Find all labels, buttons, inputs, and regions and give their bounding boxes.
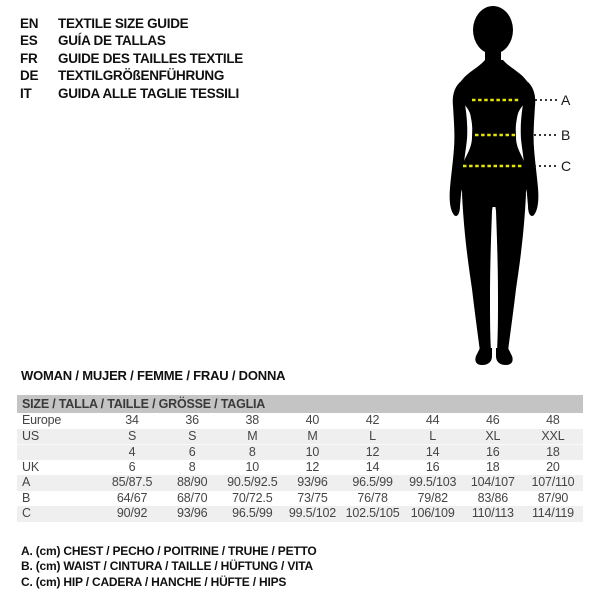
table-row <box>17 413 583 429</box>
size-cell: XL <box>485 428 501 443</box>
legend-line: B. (cm) WAIST / CINTURA / TAILLE / HÜFTUNG / VITA <box>21 559 313 574</box>
size-cell: 93/96 <box>177 506 208 520</box>
language-code: FR <box>20 50 38 66</box>
size-cell: 90.5/92.5 <box>227 475 278 489</box>
size-cell: 48 <box>546 413 560 427</box>
size-cell: 44 <box>425 413 440 427</box>
measure-label-chest: A <box>561 92 571 108</box>
size-cell: 79/82 <box>417 490 448 505</box>
size-cell: 12 <box>365 445 380 459</box>
size-cell: 88/90 <box>177 475 208 489</box>
table-row <box>17 506 583 522</box>
table-row <box>17 444 583 460</box>
language-title: GUIDE DES TAILLES TEXTILE <box>58 50 244 66</box>
size-cell: 76/78 <box>357 490 388 505</box>
language-title: GUIDA ALLE TAGLIE TESSILI <box>58 85 239 101</box>
size-cell: 102.5/105 <box>345 506 400 520</box>
size-table <box>17 395 583 522</box>
language-title: TEXTILE SIZE GUIDE <box>58 16 189 31</box>
size-cell: 87/90 <box>537 490 569 505</box>
size-cell: 93/96 <box>297 475 328 489</box>
size-cell: 99.5/102 <box>288 506 336 520</box>
size-table-rows <box>17 413 583 522</box>
size-cell: 110/113 <box>471 506 514 520</box>
size-cell: L <box>369 428 376 443</box>
size-cell: 36 <box>185 413 199 427</box>
size-cell: 96.5/99 <box>352 475 393 489</box>
language-line <box>20 85 243 102</box>
woman-silhouette <box>430 4 600 368</box>
size-cell: 8 <box>188 459 196 474</box>
size-cell: 38 <box>245 413 260 427</box>
size-cell: M <box>307 428 318 443</box>
table-row <box>17 491 583 507</box>
measure-label-hip: C <box>561 158 572 174</box>
size-cell: 64/67 <box>116 490 148 505</box>
size-cell: 114/119 <box>531 506 574 520</box>
size-cell: 90/92 <box>116 506 148 520</box>
size-cell: 70/72.5 <box>232 490 273 505</box>
size-cell: 18 <box>486 459 500 474</box>
size-cell: 34 <box>125 413 139 427</box>
size-cell: 46 <box>486 413 500 427</box>
size-cell: 8 <box>248 445 256 459</box>
body-shape <box>450 6 539 365</box>
row-label: A <box>22 475 31 489</box>
size-cell: 14 <box>365 459 380 474</box>
size-cell: 104/107 <box>470 475 515 489</box>
size-cell: 18 <box>546 445 560 459</box>
section-heading-woman: WOMAN / MUJER / FEMME / FRAU / DONNA <box>21 368 286 383</box>
size-cell: 99.5/103 <box>409 475 457 489</box>
language-code: EN <box>20 16 39 31</box>
row-label: US <box>22 428 39 443</box>
measurement-legend <box>21 544 317 590</box>
size-cell: 68/70 <box>177 490 208 505</box>
legend-line: A. (cm) CHEST / PECHO / POITRINE / TRUHE / PETTO <box>21 544 317 558</box>
size-cell: 73/75 <box>297 490 328 505</box>
size-table-header: SIZE / TALLA / TAILLE / GRÖSSE / TAGLIA <box>17 395 583 413</box>
table-row <box>17 460 583 476</box>
size-cell: 12 <box>305 459 320 474</box>
measurement-figure <box>430 4 600 368</box>
language-code: IT <box>20 85 32 101</box>
row-label: B <box>22 490 31 505</box>
size-cell: 16 <box>425 459 440 474</box>
size-cell: 16 <box>486 445 500 459</box>
size-cell: 4 <box>128 445 136 459</box>
size-cell: 10 <box>245 459 260 474</box>
size-cell: 10 <box>305 445 320 459</box>
language-line <box>20 15 243 32</box>
size-cell: L <box>429 428 437 443</box>
row-label: UK <box>22 459 39 474</box>
size-cell: M <box>247 428 258 443</box>
language-title: TEXTILGRÖßENFÜHRUNG <box>58 68 225 84</box>
size-cell: 85/87.5 <box>111 475 153 489</box>
size-cell: S <box>188 428 197 443</box>
size-cell: 6 <box>188 445 196 459</box>
row-label <box>17 445 102 460</box>
size-cell: 106/109 <box>410 506 455 520</box>
language-title: GUÍA DE TALLAS <box>58 33 166 49</box>
size-cell: 20 <box>546 459 560 474</box>
language-code: DE <box>20 68 39 84</box>
language-line <box>20 32 243 49</box>
size-cell: 42 <box>365 413 380 427</box>
measure-label-waist: B <box>561 127 571 143</box>
language-line <box>20 50 243 67</box>
table-row <box>17 475 583 491</box>
language-line <box>20 67 243 84</box>
size-cell: 83/86 <box>477 490 508 505</box>
language-title-block <box>20 15 243 102</box>
size-cell: S <box>127 428 137 443</box>
size-cell: 40 <box>305 413 320 427</box>
language-code: ES <box>20 33 38 49</box>
size-cell: XXL <box>541 428 565 443</box>
size-cell: 107/110 <box>531 475 575 489</box>
row-label: Europe <box>22 413 62 427</box>
size-cell: 96.5/99 <box>232 506 273 520</box>
row-label: C <box>22 506 31 520</box>
size-cell: 14 <box>425 445 440 459</box>
legend-line: C. (cm) HIP / CADERA / HANCHE / HÜFTE / HIPS <box>21 574 287 589</box>
table-row <box>17 429 583 445</box>
size-cell: 6 <box>128 459 136 474</box>
